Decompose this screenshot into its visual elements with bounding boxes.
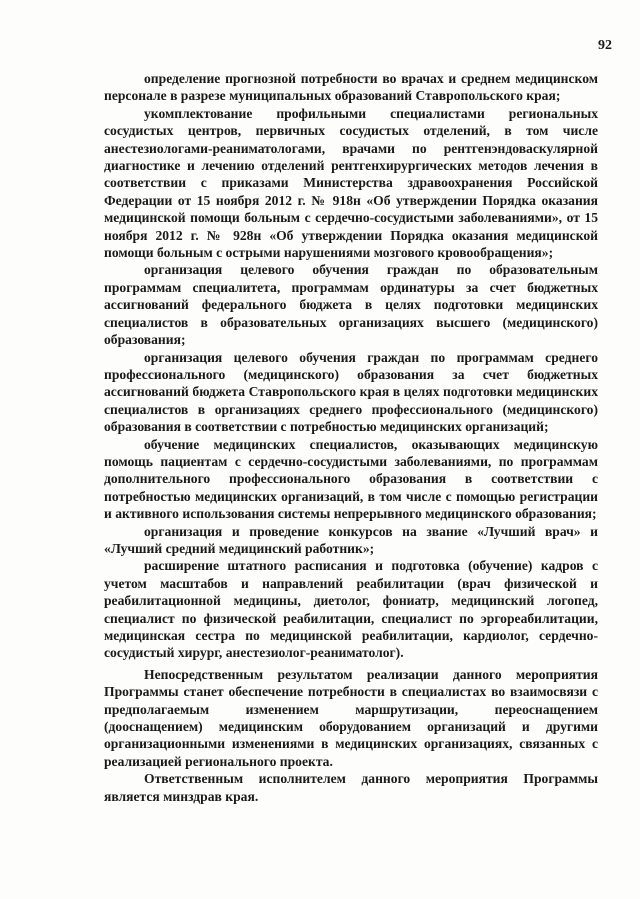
paragraph-8: Непосредственным результатом реализации данного мероприятия Программы станет обеспечение потребности в специалистах во взаимосвязи с предполагаемым изменением маршрутизации, переоснащением (дооснащением) медицинским оборудованием организаций и другими организационными изменениями в медицинских организациях, связанных с реализацией регионального проекта. (104, 666, 598, 769)
paragraph-6: организация и проведение конкурсов на звание «Лучший врач» и «Лучший средний медицинский работник»; (104, 523, 598, 556)
paragraph-1: определение прогнозной потребности во врачах и среднем медицинском персонале в разрезе муниципальных образований Ставропольского края; (104, 71, 598, 104)
paragraph-4: организация целевого обучения граждан по программам среднего профессионального (медицинского) образования за счет бюджетных ассигнований бюджета Ставропольского края в целях подготовки медицинских специалистов в организациях среднего профессионального (медицинского) образования в соответствии с потребностью медицинских организаций; (104, 349, 598, 435)
paragraph-7: расширение штатного расписания и подготовка (обучение) кадров с учетом масштабов и направлений реабилитации (врач физической и реабилитационной медицины, диетолог, фониатр, медицинский логопед, специалист по физической реабилитации, специалист по эргореабилитации, медицинская сестра по медицинской реабилитации, кардиолог, сердечно-сосудистый хирург, анестезиолог-реаниматолог). (104, 558, 598, 661)
paragraph-3: организация целевого обучения граждан по образовательным программам специалитета, программам ординатуры за счет бюджетных ассигнований федерального бюджета в целях подготовки медицинских специалистов в образовательных организациях высшего (медицинского) образования; (104, 262, 598, 348)
paragraph-5: обучение медицинских специалистов, оказывающих медицинскую помощь пациентам с сердечно-сосудистыми заболеваниями, по программам дополнительного профессионального образования в соответствии с потребностью медицинских организаций, в том числе с помощью регистрации и активного использования системы непрерывного медицинского образования; (104, 436, 598, 522)
document-body (104, 70, 598, 805)
paragraph-9: Ответственным исполнителем данного мероприятия Программы является минздрав края. (104, 771, 598, 804)
page-number: 92 (598, 38, 612, 53)
paragraph-2: укомплектование профильными специалистами региональных сосудистых центров, первичных сосудистых отделений, в том числе анестезиологами-реаниматологами, врачами по рентгенэндоваскулярной диагностике и лечению отделений рентгенхирургических методов лечения в соответствии с приказами Министерства здравоохранения Российской Федерации от 15 ноября 2012 г. № 918н «Об утверждении Порядка оказания медицинской помощи больным с сердечно-сосудистыми заболеваниями», от 15 ноября 2012 г. № 928н «Об утверждении Порядка оказания медицинской помощи больным с острыми нарушениями мозгового кровообращения»; (104, 105, 598, 261)
